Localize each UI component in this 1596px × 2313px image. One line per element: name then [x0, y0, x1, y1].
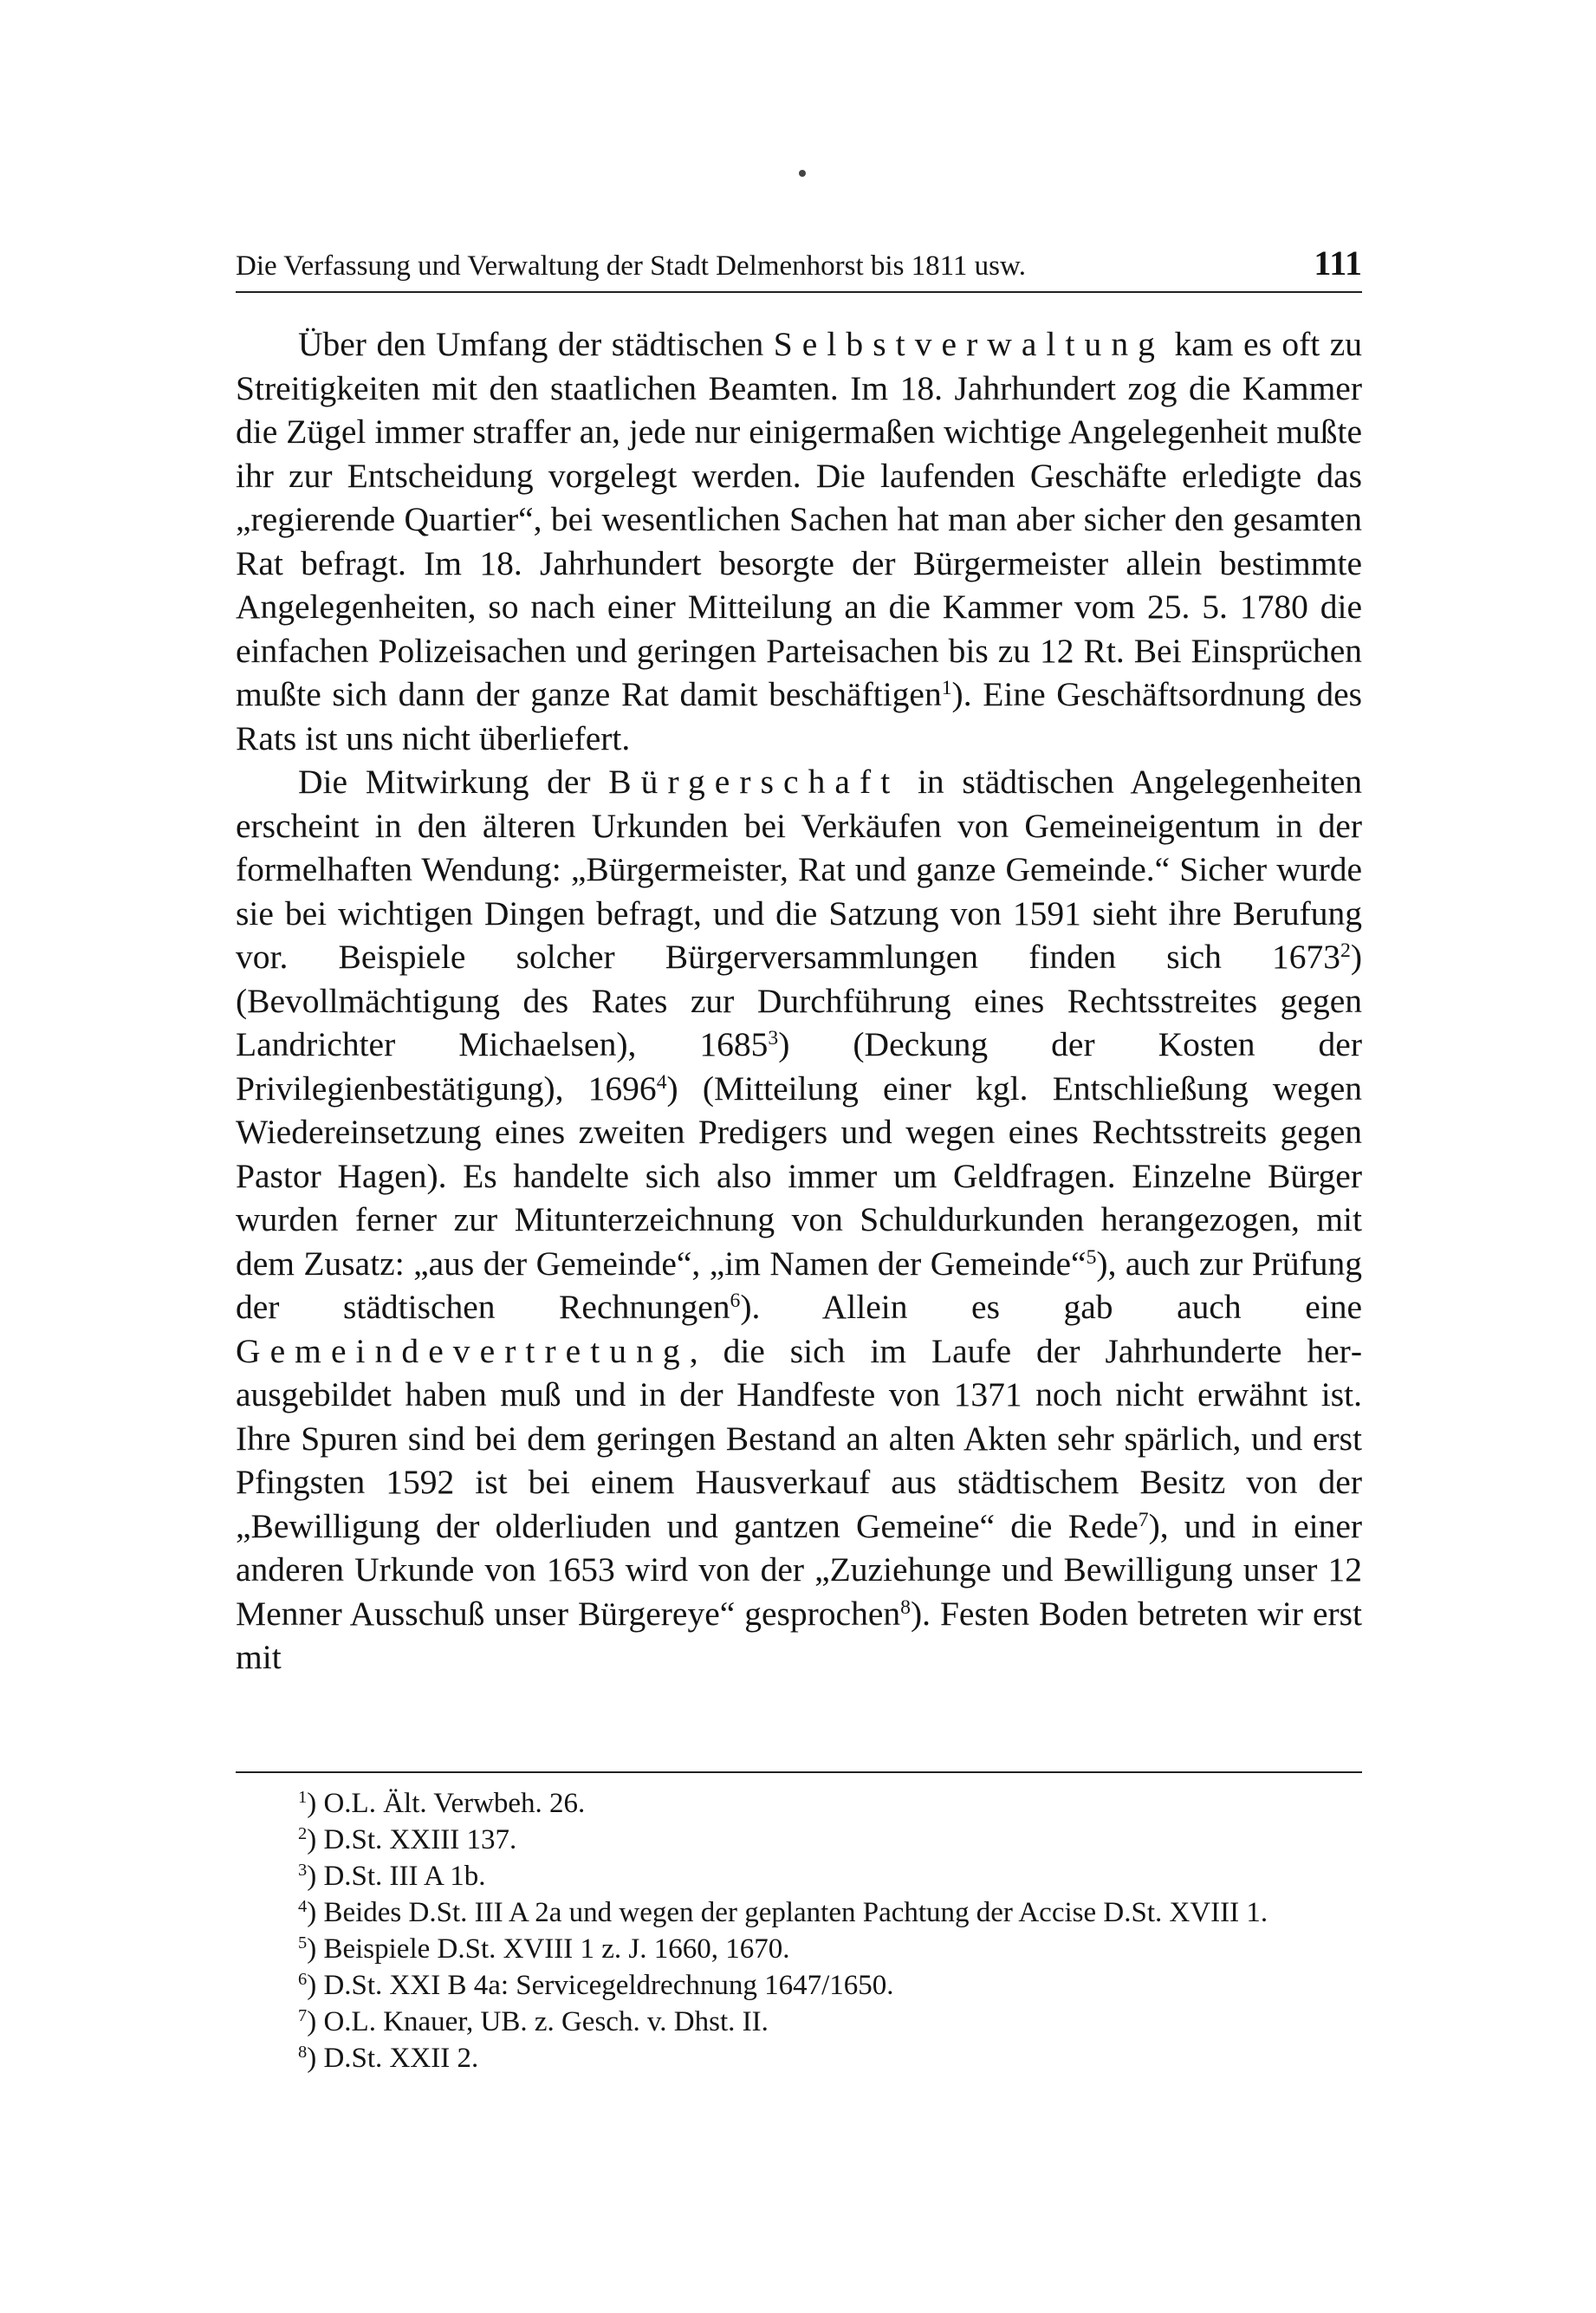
footnotes: [236, 1785, 1362, 2076]
spaced-term-selbstverwaltung: Selbstverwaltung: [773, 325, 1165, 363]
book-page: [236, 0, 1362, 2313]
footnote-ref-5[interactable]: 5: [1086, 1245, 1097, 1269]
footnote-5: $^5$) Beispiele D.St. XVIII 1 z. J. 1660, 1670.: [298, 1933, 790, 1965]
footnote-8: $^8$) D.St. XXII 2.: [298, 2042, 479, 2074]
body-text: [236, 322, 1362, 1680]
footnote-ref-1[interactable]: 1: [941, 676, 952, 699]
print-speck: [799, 170, 806, 177]
footnote-ref-2[interactable]: 2: [1340, 939, 1351, 962]
footnote-ref-3[interactable]: 3: [768, 1026, 779, 1049]
running-header: [236, 243, 1362, 283]
spaced-term-gemeindevertretung: Gemeindevertretung: [236, 1331, 690, 1370]
footnote-6: $^6$) D.St. XXI B 4a: Servicegeldrechnung 1647/1650.: [298, 1969, 894, 2001]
footnote-7: $^7$) O.L. Knauer, UB. z. Gesch. v. Dhst. II.: [298, 2005, 769, 2037]
footnote-3: $^3$) D.St. III A 1b.: [298, 1860, 486, 1892]
footnote-1: $^1$) O.L. Ält. Verwbeh. 26.: [298, 1787, 586, 1819]
footnote-2: $^2$) D.St. XXIII 137.: [298, 1823, 517, 1855]
footnote-ref-6[interactable]: 6: [730, 1289, 741, 1312]
footnote-ref-7[interactable]: 7: [1138, 1508, 1149, 1531]
footnote-4: $^4$) Beides D.St. III A 2a und wegen der geplanten Pachtung der Accise D.St. XVIII 1.: [298, 1896, 1268, 1928]
page-number: 111: [1314, 244, 1362, 283]
footnote-rule: [236, 1771, 1362, 1773]
spaced-term-buergerschaft: Bürgerschaft: [608, 763, 900, 801]
running-title: Die Verfassung und Verwaltung der Stadt Delmenhorst bis 1811 usw.: [236, 250, 1026, 282]
paragraph-2: Die Mitwirkung der Bürgerschaft in städtischen Angelegenheiten erscheint in den älteren Urkunden bei Verkäufen von Gemeineigentum in der formelhaften Wendung: „Bürgermeister, Rat und ganze Gemeinde.“ Sicher wurde sie bei wichtigen Dingen befragt, und die Satzung von 1591 sieht ihre Berufung vor. Beispiele solcher Bürgerversammlungen finden sich 1673$^2$) (Bevollmächtigung des Rates zur Durchführung eines Rechtsstreites gegen Landrichter Michaelsen), 1685$^3$) (Deckung der Kosten der Privilegienbestätigung), 1696$^4$) (Mitteilung einer kgl. Entschließung wegen Wiedereinsetzung eines zweiten Predigers und wegen eines Rechtsstreits gegen Pastor Hagen). Es handelte sich also immer um Geldfragen. Einzelne Bürger wurden ferner zur Mitunterzeichnung von Schuldurkunden herangezogen, mit dem Zusatz: „aus der Gemeinde“, „im Namen der Gemeinde“$^5$), auch zur Prüfung der städtischen Rechnungen$^6$). Allein es gab auch eine Gemeindevertretung, die sich im Laufe der Jahrhunderte herausgebildet haben muß und in der Handfeste von 1371 noch nicht erwähnt ist. Ihre Spuren sind bei dem geringen Bestand an alten Akten sehr spärlich, und erst Pfingsten 1592 ist bei einem Hausverkauf aus städtischem Besitz von der „Bewilligung der olderliuden und gantzen Gemeine“ die Rede$^7$), und in einer anderen Urkunde von 1653 wird von der „Zuziehunge und Bewilligung unser 12 Menner Ausschuß unser Bürgereye“ gesprochen$^8$). Festen Boden betreten wir erst mit: [236, 763, 1363, 1676]
footnote-ref-4[interactable]: 4: [656, 1070, 667, 1094]
paragraph-1: Über den Umfang der städtischen Selbstverwaltung kam es oft zu Streitigkeiten mit den staatlichen Beamten. Im 18. Jahrhundert zog die Kammer die Zügel immer straffer an, jede nur einigermaßen wichtige Angelegenheit mußte ihr zur Entscheidung vorgelegt werden. Die laufenden Geschäfte erledigte das „regierende Quartier“, bei wesentlichen Sachen hat man aber sicher den gesamten Rat befragt. Im 18. Jahrhundert besorgte der Bürgermeister allein bestimmte Angelegenheiten, so nach einer Mitteilung an die Kammer vom 25. 5. 1780 die einfachen Polizeisachen und geringen Parteisachen bis zu 12 Rt. Bei Einsprüchen mußte sich dann der ganze Rat damit beschäftigen$^1$). Eine Geschäftsordnung des Rats ist uns nicht überliefert.: [236, 325, 1362, 757]
header-rule: [236, 291, 1362, 293]
footnote-ref-8[interactable]: 8: [900, 1595, 911, 1619]
